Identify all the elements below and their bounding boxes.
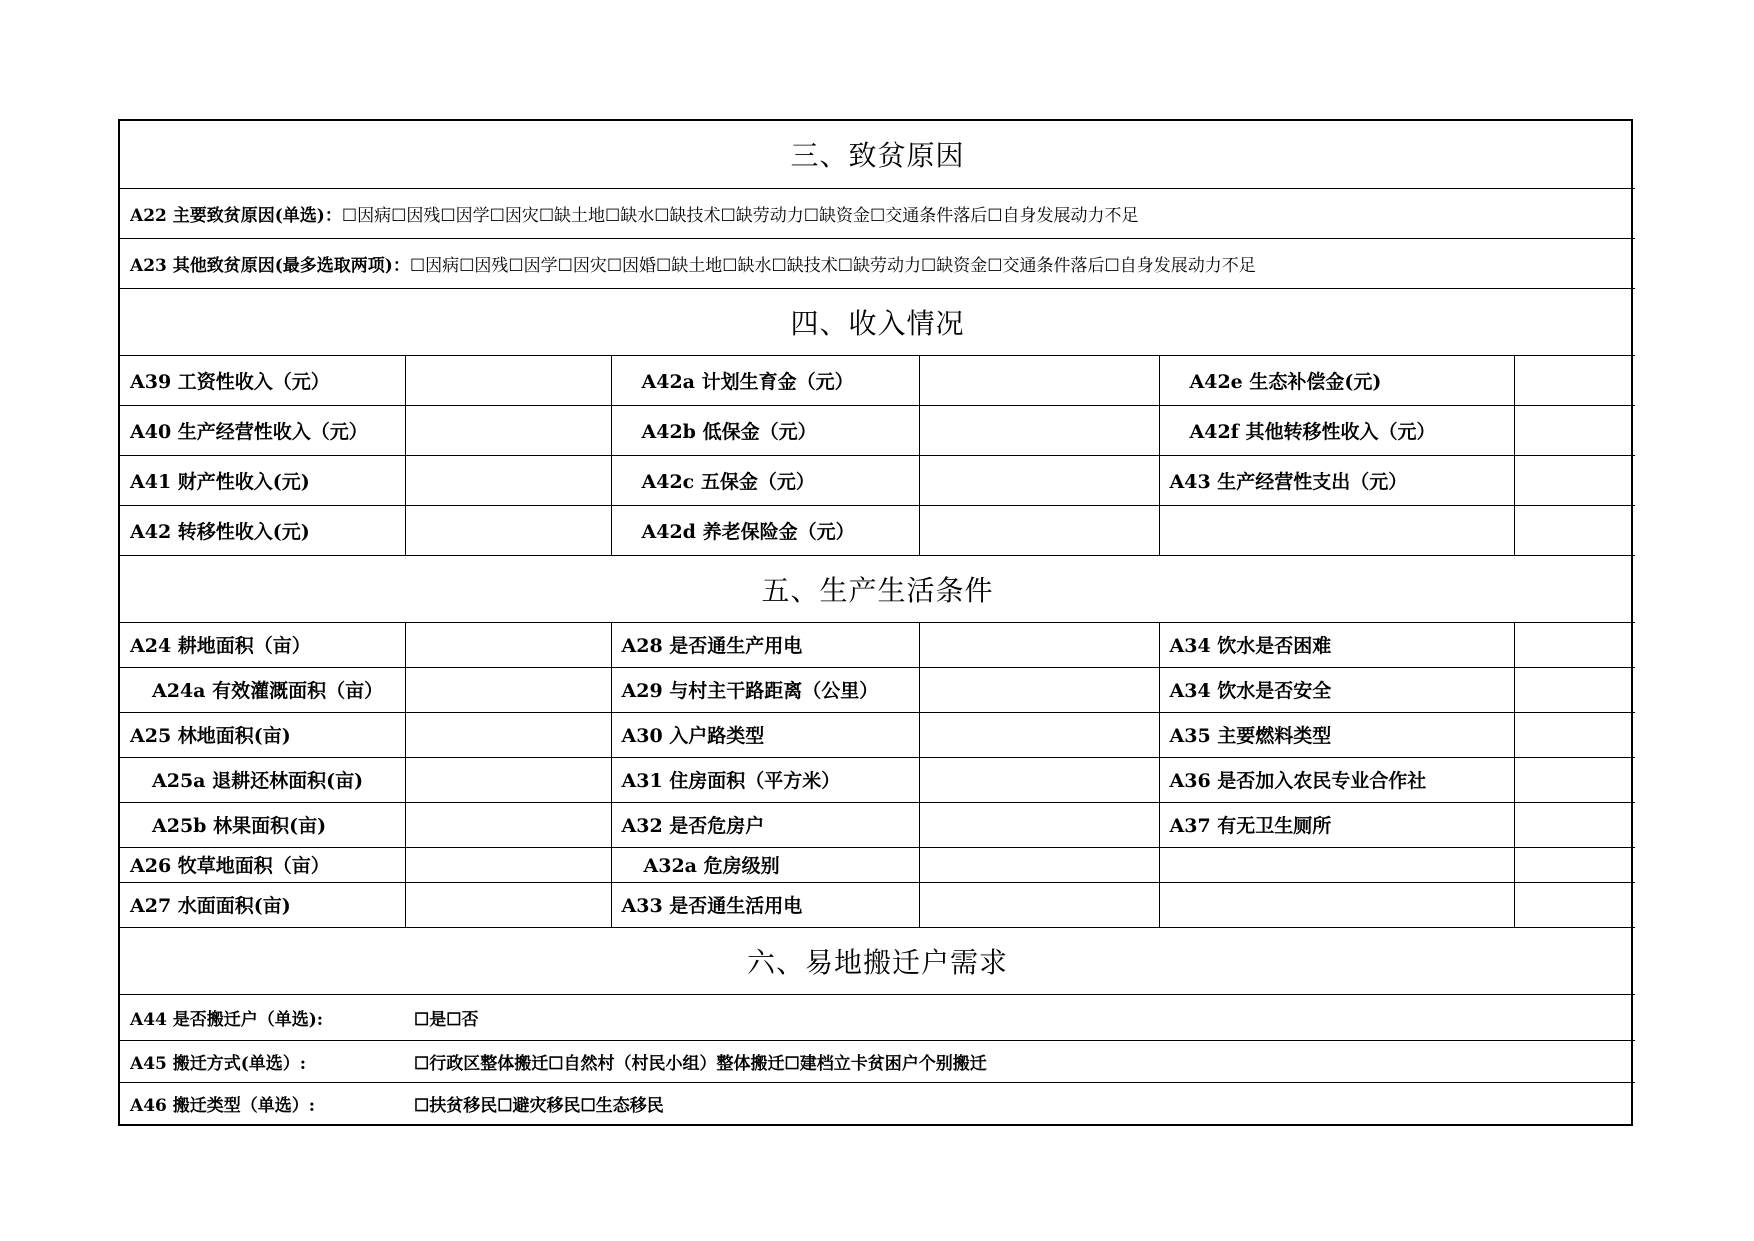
section-title-relocation: 六、易地搬迁户需求 (120, 927, 1635, 994)
a43-value-cell[interactable] (1514, 455, 1635, 505)
empty-label-cell (1159, 882, 1514, 927)
a46-options[interactable]: ☐扶贫移民☐避灾移民☐生态移民 (414, 1095, 664, 1116)
a36-label: A36 是否加入农民专业合作社 (1159, 757, 1514, 802)
empty-value-cell (1514, 847, 1635, 882)
a43-label: A43 生产经营性支出（元） (1159, 455, 1514, 505)
a26-value-cell[interactable] (405, 847, 611, 882)
a23-options[interactable]: ☐因病☐因残☐因学☐因灾☐因婚☐缺土地☐缺水☐缺技术☐缺劳动力☐缺资金☐交通条件落后☐自身发展动力不足 (409, 255, 1256, 276)
a25b-value-cell[interactable] (405, 802, 611, 847)
a22-options[interactable]: ☐因病☐因残☐因学☐因灾☐缺土地☐缺水☐缺技术☐缺劳动力☐缺资金☐交通条件落后☐自身发展动力不足 (341, 205, 1139, 226)
a24a-value-cell[interactable] (405, 667, 611, 712)
a42d-value-cell[interactable] (919, 505, 1159, 555)
a42f-label: A42f 其他转移性收入（元） (1159, 405, 1514, 455)
a41-label: A41 财产性收入(元) (120, 455, 405, 505)
a25a-label: A25a 退耕还林面积(亩) (120, 757, 405, 802)
section-title-living-conditions: 五、生产生活条件 (120, 555, 1635, 622)
a33-value-cell[interactable] (919, 882, 1159, 927)
a42-value-cell[interactable] (405, 505, 611, 555)
a46-label: A46 搬迁类型（单选）: (130, 1095, 316, 1116)
a33-label: A33 是否通生活用电 (611, 882, 919, 927)
a29-label: A29 与村主干路距离（公里） (611, 667, 919, 712)
a32a-label: A32a 危房级别 (611, 847, 919, 882)
a42a-label: A42a 计划生育金（元） (611, 355, 919, 405)
a29-value-cell[interactable] (919, 667, 1159, 712)
a32a-value-cell[interactable] (919, 847, 1159, 882)
a35-value-cell[interactable] (1514, 712, 1635, 757)
a42e-value-cell[interactable] (1514, 355, 1635, 405)
a22-label: A22 主要致贫原因(单选)： (130, 205, 342, 226)
form-table (120, 121, 1635, 1124)
a42b-label: A42b 低保金（元） (611, 405, 919, 455)
a28-value-cell[interactable] (919, 622, 1159, 667)
empty-label-cell (1159, 847, 1514, 882)
poverty-survey-form (118, 119, 1633, 1126)
a42f-value-cell[interactable] (1514, 405, 1635, 455)
a36-value-cell[interactable] (1514, 757, 1635, 802)
a39-value-cell[interactable] (405, 355, 611, 405)
a24-value-cell[interactable] (405, 622, 611, 667)
section-title-poverty-causes: 三、致贫原因 (120, 121, 1635, 188)
a25-value-cell[interactable] (405, 712, 611, 757)
a45-row (120, 1040, 1635, 1082)
a40-value-cell[interactable] (405, 405, 611, 455)
a37-label: A37 有无卫生厕所 (1159, 802, 1514, 847)
a34-safety-label: A34 饮水是否安全 (1159, 667, 1514, 712)
a34-difficulty-label: A34 饮水是否困难 (1159, 622, 1514, 667)
a42c-label: A42c 五保金（元） (611, 455, 919, 505)
a42b-value-cell[interactable] (919, 405, 1159, 455)
a25a-value-cell[interactable] (405, 757, 611, 802)
a31-label: A31 住房面积（平方米） (611, 757, 919, 802)
a24-label: A24 耕地面积（亩） (120, 622, 405, 667)
a23-row (120, 238, 1635, 288)
a31-value-cell[interactable] (919, 757, 1159, 802)
empty-label-cell (1159, 505, 1514, 555)
a44-label: A44 是否搬迁户（单选): (130, 1009, 324, 1030)
a23-label: A23 其他致贫原因(最多选取两项)： (130, 255, 410, 276)
a44-options[interactable]: ☐是☐否 (414, 1009, 479, 1030)
section-title-income: 四、收入情况 (120, 288, 1635, 355)
a41-value-cell[interactable] (405, 455, 611, 505)
a32-value-cell[interactable] (919, 802, 1159, 847)
a26-label: A26 牧草地面积（亩） (120, 847, 405, 882)
a42a-value-cell[interactable] (919, 355, 1159, 405)
a46-row (120, 1082, 1635, 1124)
a42e-label: A42e 生态补偿金(元) (1159, 355, 1514, 405)
a30-value-cell[interactable] (919, 712, 1159, 757)
a30-label: A30 入户路类型 (611, 712, 919, 757)
a22-row (120, 188, 1635, 238)
a42-label: A42 转移性收入(元) (120, 505, 405, 555)
a24a-label: A24a 有效灌溉面积（亩） (120, 667, 405, 712)
a44-row (120, 994, 1635, 1040)
a45-options[interactable]: ☐行政区整体搬迁☐自然村（村民小组）整体搬迁☐建档立卡贫困户个别搬迁 (414, 1053, 987, 1074)
a27-value-cell[interactable] (405, 882, 611, 927)
a32-label: A32 是否危房户 (611, 802, 919, 847)
a45-label: A45 搬迁方式(单选）: (130, 1053, 307, 1074)
a40-label: A40 生产经营性收入（元） (120, 405, 405, 455)
a37-value-cell[interactable] (1514, 802, 1635, 847)
a34-difficulty-value-cell[interactable] (1514, 622, 1635, 667)
a39-label: A39 工资性收入（元） (120, 355, 405, 405)
a42c-value-cell[interactable] (919, 455, 1159, 505)
a28-label: A28 是否通生产用电 (611, 622, 919, 667)
empty-value-cell (1514, 505, 1635, 555)
a35-label: A35 主要燃料类型 (1159, 712, 1514, 757)
empty-value-cell (1514, 882, 1635, 927)
a25-label: A25 林地面积(亩) (120, 712, 405, 757)
a27-label: A27 水面面积(亩) (120, 882, 405, 927)
a34-safety-value-cell[interactable] (1514, 667, 1635, 712)
a25b-label: A25b 林果面积(亩) (120, 802, 405, 847)
a42d-label: A42d 养老保险金（元） (611, 505, 919, 555)
